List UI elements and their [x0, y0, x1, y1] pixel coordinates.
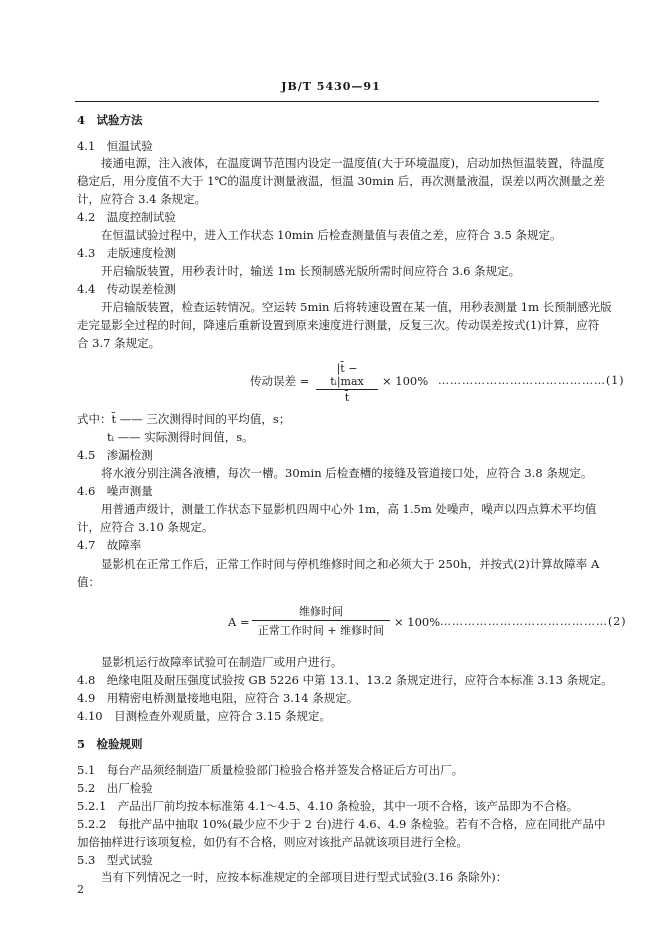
clause-4-1-line-2: 稳定后，用分度值不大于 1℃的温度计测量液温，恒温 30min 后，再次测量液温，误差以两次测量之差	[77, 174, 605, 188]
standard-code-header: JB/T 5430—91	[281, 80, 381, 93]
clause-5-2-1: 5.2.1 产品出厂前均按本标准第 4.1～4.5、4.10 条检验，其中一项不合格，该产品即为不合格。	[77, 799, 579, 813]
clause-4-6-title: 4.6 噪声测量	[77, 484, 153, 498]
clause-4-4-line-1: 开启输版装置，检查运转情况。空运转 5min 后将转速设置在某一值，用秒表测量 1m 长预制感光版	[101, 300, 612, 314]
clause-5-3-line-1: 当有下列情况之一时，应按本标准规定的全部项目进行型式试验(3.16 条除外)：	[101, 870, 508, 884]
clause-4-5-line-1: 将水液分别注满各液槽，每次一槽。30min 后检查槽的接缝及管道接口处，应符合 3.8 条规定。	[101, 466, 593, 480]
clause-5-2-2-line-2: 加倍抽样进行该项复检，如仍有不合格，则应对该批产品就该项目进行全检。	[77, 835, 468, 849]
clause-5-2-2-line-1: 5.2.2 每批产品中抽取 10%(最少应不少于 2 台)进行 4.6、4.9 条检验。若有不合格，应在同批产品中	[77, 817, 606, 831]
clause-4-7-line-1: 显影机在正常工作后，正常工作时间与停机维修时间之和必须大于 250h，并按式(2)计算故障率 A	[101, 557, 600, 571]
clause-4-8: 4.8 绝缘电阻及耐压强度试验按 GB 5226 中第 13.1、13.2 条规定进行，应符合本标准 3.13 条规定。	[77, 673, 613, 687]
formula-2-multiplier: × 100%	[394, 615, 441, 629]
formula-1-denominator: t̄	[344, 391, 350, 404]
clause-4-4-title: 4.4 传动误差检测	[77, 282, 176, 296]
clause-4-2-title: 4.2 温度控制试验	[77, 210, 176, 224]
clause-4-6-line-1: 用普通声级计，测量工作状态下显影机四周中心外 1m，高 1.5m 处噪声，噪声以四点算术平均值	[101, 502, 597, 516]
clause-4-4-line-2: 走完显影全过程的时间，降速后重新设置到原来速度进行测量，反复三次。传动误差按式(1)计算，应符	[77, 318, 600, 332]
clause-4-1-line-1: 接通电源，注入液体，在温度调节范围内设定一温度值(大于环境温度)，启动加热恒温装置，待温度	[101, 156, 605, 170]
clause-5-1: 5.1 每台产品须经制造厂质量检验部门检验合格并签发合格证后方可出厂。	[77, 763, 464, 777]
clause-4-7-line-2: 值：	[77, 575, 100, 589]
formula-1-fraction	[316, 362, 378, 404]
clause-4-2-line-1: 在恒温试验过程中，进入工作状态 10min 后检查测量值与表值之差，应符合 3.5 条规定。	[101, 228, 562, 242]
formula-2-label: A =	[228, 615, 250, 629]
clause-4-6-line-2: 计，应符合 3.10 条规定。	[77, 520, 214, 534]
formula-1-label: 传动误差 =	[250, 374, 310, 388]
clause-4-9: 4.9 用精密电桥测量接地电阻，应符合 3.14 条规定。	[77, 691, 359, 705]
formula-2-number: ……………………………………(2)	[440, 615, 627, 628]
section-5-title: 5 检验规则	[77, 737, 143, 751]
clause-4-3-title: 4.3 走版速度检测	[77, 246, 176, 260]
formula-2-numerator: 维修时间	[252, 603, 390, 621]
header-rule	[75, 101, 599, 102]
clause-4-7-title: 4.7 故障率	[77, 538, 142, 552]
clause-4-4-line-3: 合 3.7 条规定。	[77, 336, 161, 350]
section-4-title: 4 试验方法	[77, 113, 143, 127]
formula-2-fraction	[252, 603, 390, 638]
formula-1-where-2: tᵢ —— 实际测得时间值，s。	[107, 430, 254, 444]
formula-1-numerator: |t̄ − tᵢ|max	[316, 362, 378, 390]
clause-5-3-title: 5.3 型式试验	[77, 853, 153, 867]
page-number: 2	[77, 883, 84, 896]
formula-1-where-1: 式中：t̄ —— 三次测得时间的平均值，s；	[77, 412, 291, 426]
formula-1-multiplier: × 100%	[382, 374, 429, 388]
clause-4-1-title: 4.1 恒温试验	[77, 139, 153, 153]
clause-5-2-title: 5.2 出厂检验	[77, 781, 153, 795]
clause-4-7-line-3: 显影机运行故障率试验可在制造厂或用户进行。	[101, 655, 343, 669]
clause-4-3-line-1: 开启输版装置，用秒表计时，输送 1m 长预制感光版所需时间应符合 3.6 条规定。	[101, 264, 521, 278]
clause-4-10: 4.10 目测检查外观质量，应符合 3.15 条规定。	[77, 709, 332, 723]
formula-1-number: ……………………………………(1)	[438, 374, 625, 387]
clause-4-1-line-3: 计，应符合 3.4 条规定。	[77, 192, 207, 206]
clause-4-5-title: 4.5 渗漏检测	[77, 448, 153, 462]
formula-2-denominator: 正常工作时间 + 维修时间	[257, 624, 385, 637]
